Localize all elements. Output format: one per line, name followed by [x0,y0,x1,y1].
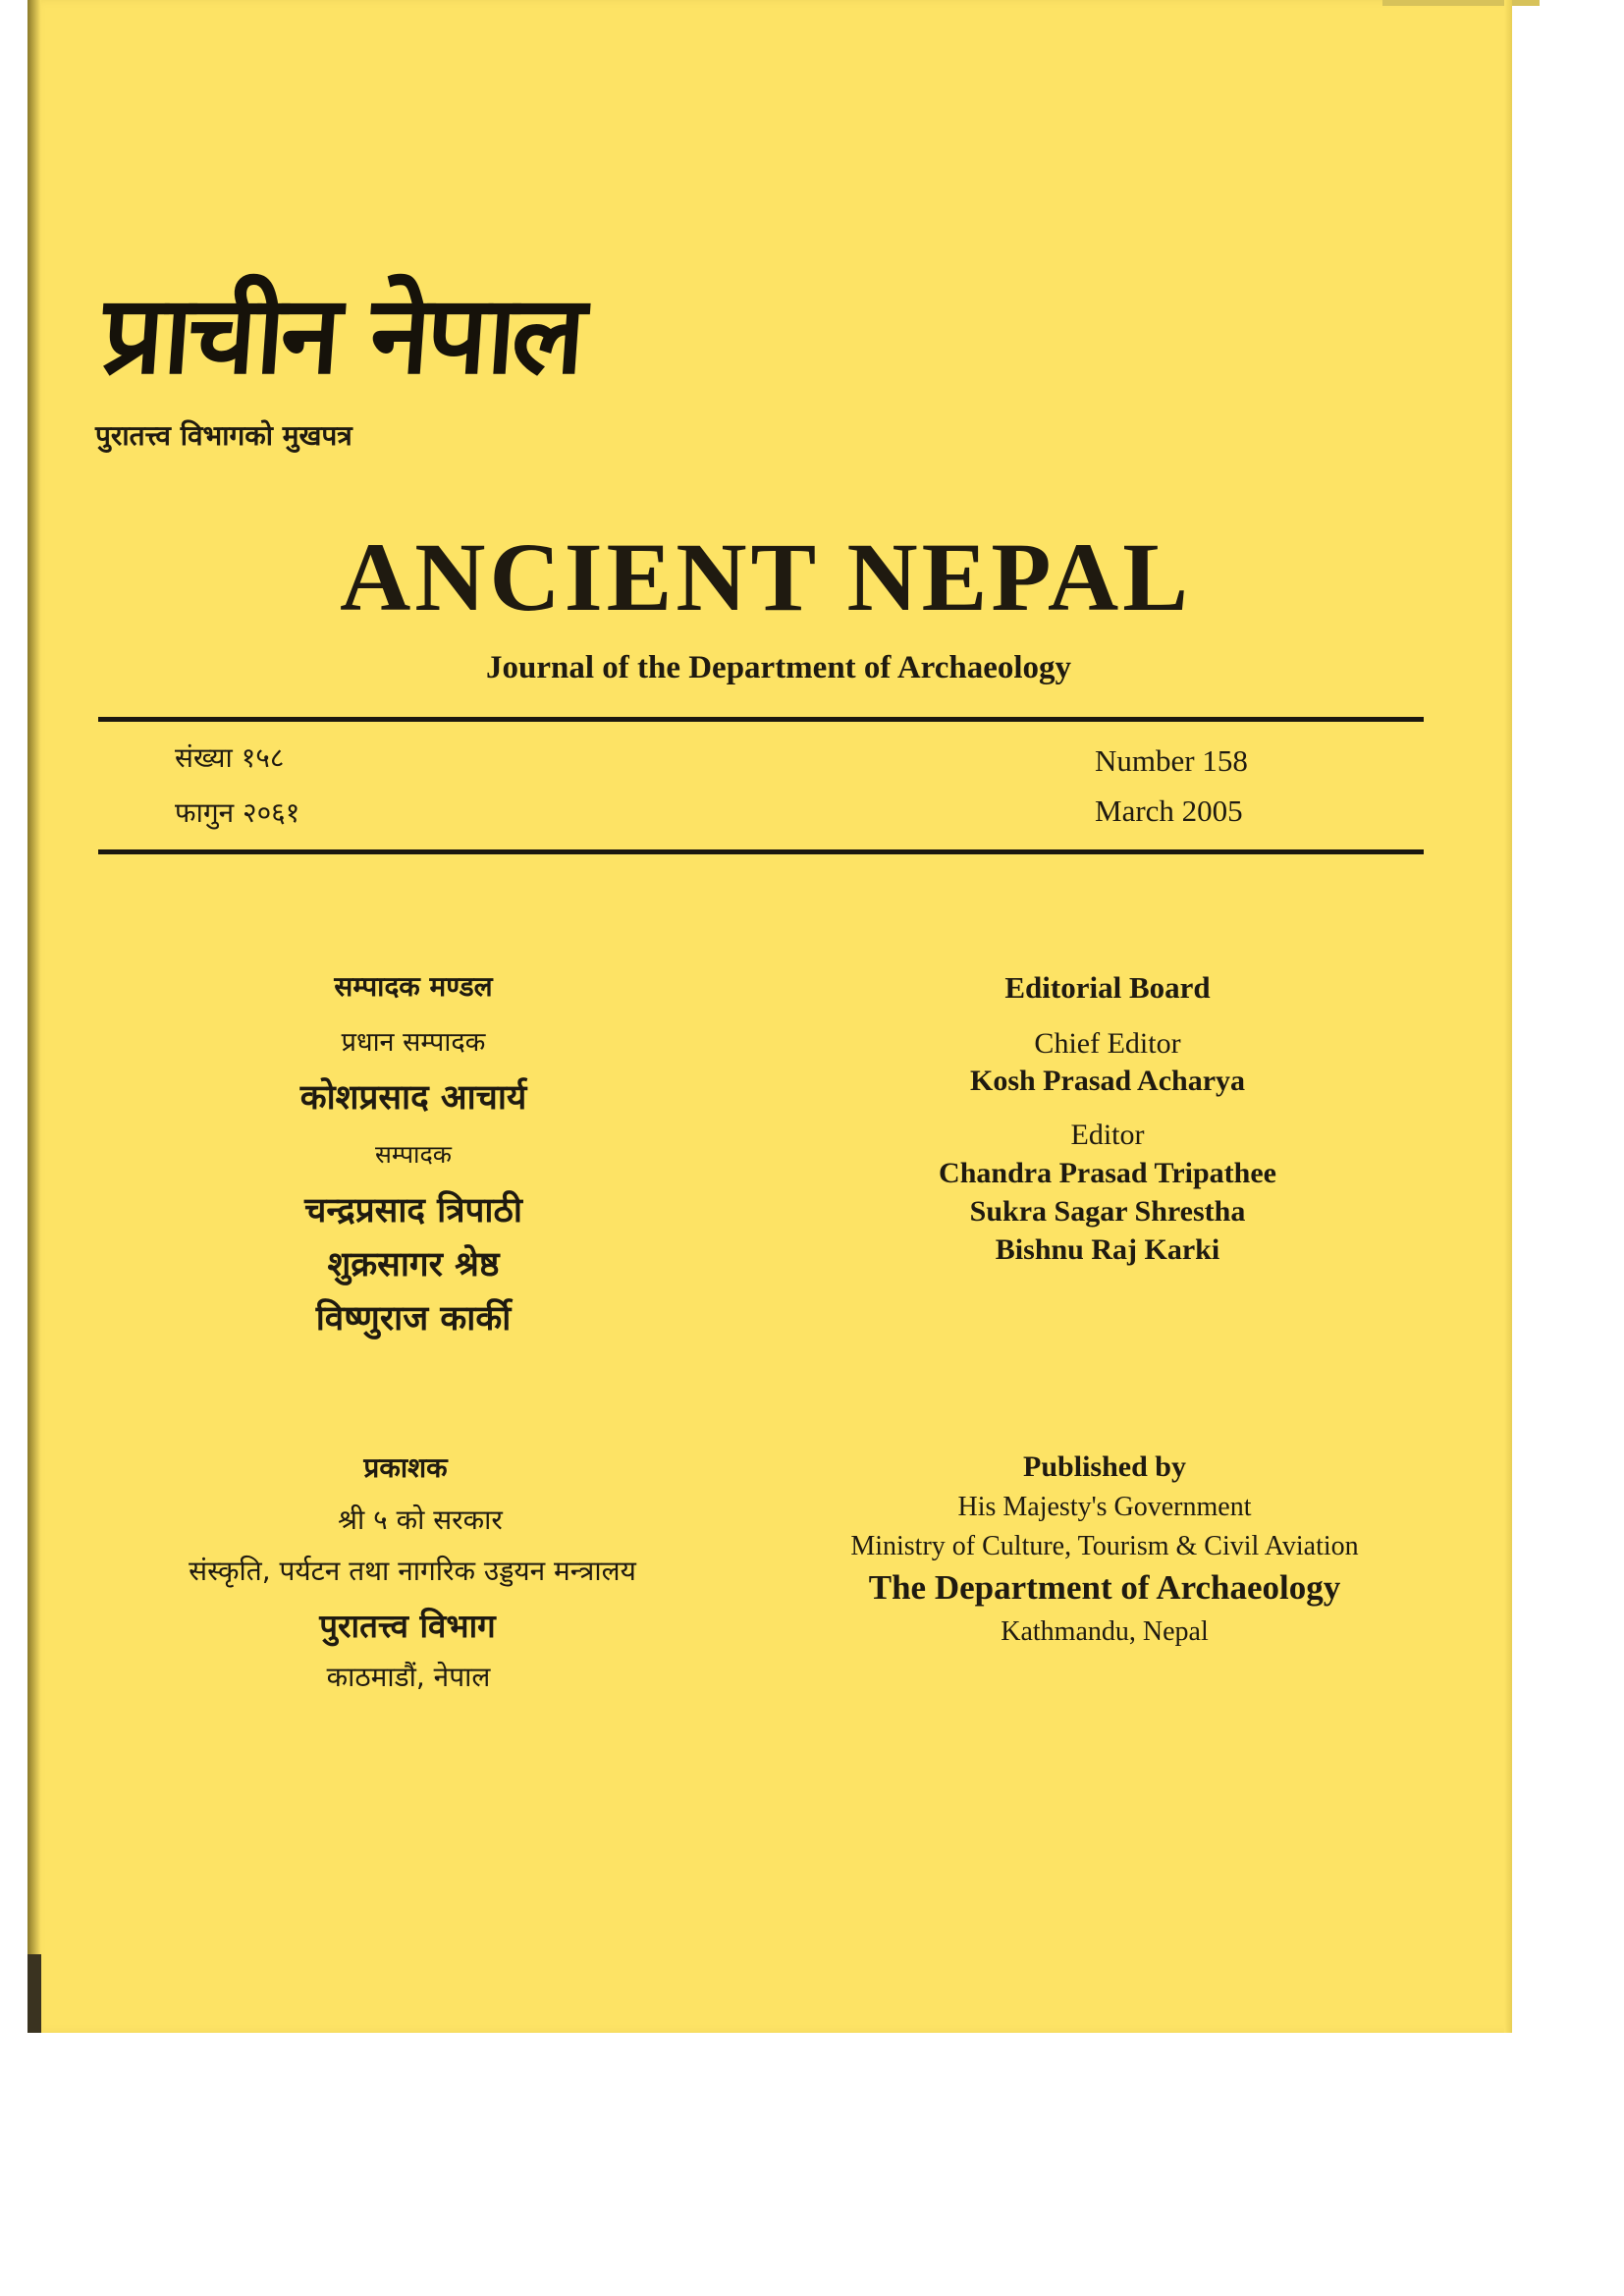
publisher-government-np: श्री ५ को सरकार [338,1503,503,1536]
issue-number-np: संख्या १५८ [175,741,285,774]
editorial-board-title: Editorial Board [1004,970,1211,1005]
editor-name-np: शुक्रसागर श्रेष्ठ [327,1245,500,1285]
issue-date: March 2005 [1095,793,1243,828]
publisher-place: Kathmandu, Nepal [1001,1616,1209,1647]
issue-number: Number 158 [1095,743,1248,778]
top-rule [98,717,1424,722]
journal-subtitle: Journal of the Department of Archaeology [485,650,1072,685]
devanagari-subtitle: पुरातत्त्व विभागको मुखपत्र [95,419,352,452]
editor-name-np: विष्णुराज कार्की [315,1299,512,1339]
editorial-board-title-np: सम्पादक मण्डल [334,970,493,1003]
publisher-department-np: पुरातत्त्व विभाग [319,1607,496,1645]
publisher-ministry: Ministry of Culture, Tourism & Civil Aviation [850,1531,1359,1561]
chief-editor-role-np: प्रधान सम्पादक [341,1027,486,1058]
editor-name: Sukra Sagar Shrestha [969,1195,1246,1228]
publisher-ministry-np: संस्कृति, पर्यटन तथा नागरिक उड्डयन मन्त्रालय [189,1555,636,1587]
right-edge [1504,0,1512,2033]
editor-role-np: सम्पादक [374,1140,453,1169]
chief-editor-name: Kosh Prasad Acharya [969,1065,1246,1097]
journal-title: ANCIENT NEPAL [340,522,1192,631]
top-edge [1382,0,1540,6]
publisher-place-np: काठमाडौं, नेपाल [326,1661,491,1693]
publisher-title-np: प्रकाशक [363,1451,448,1484]
spine-mark [27,1954,41,2033]
devanagari-title: प्राचीन नेपाल [98,272,586,398]
publisher-title: Published by [1023,1450,1186,1483]
bottom-rule [98,849,1424,854]
publisher-government: His Majesty's Government [957,1492,1252,1522]
editor-name: Bishnu Raj Karki [995,1233,1220,1266]
issue-date-np: फागुन २०६१ [175,796,300,829]
publisher-department: The Department of Archaeology [868,1568,1341,1607]
editor-role: Editor [1070,1119,1145,1151]
editor-name: Chandra Prasad Tripathee [939,1157,1276,1189]
chief-editor-name-np: कोशप्रसाद आचार्य [299,1078,527,1118]
chief-editor-role: Chief Editor [1034,1027,1181,1060]
spine-shadow [27,0,41,2033]
editor-name-np: चन्द्रप्रसाद त्रिपाठी [304,1191,522,1230]
